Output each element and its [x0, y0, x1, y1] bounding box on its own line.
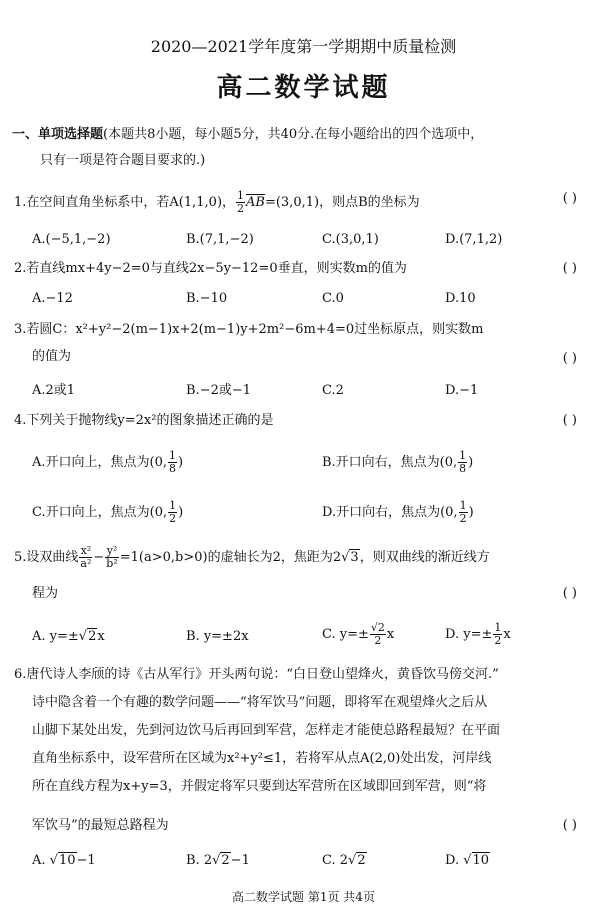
question-2-stem: 2.若直线mx+4y−2=0与直线2x−5y−12=0垂直，则实数m的值为 — [14, 261, 407, 276]
q4-option-b[interactable]: B.开口向右，焦点为(0, $\frac{1}{8}$ ) — [322, 449, 474, 475]
sqrt-icon: √ — [341, 550, 350, 565]
q1-answer-blank[interactable]: ( ) — [562, 191, 577, 206]
q4-option-d[interactable]: D.开口向右，焦点为(0, $\frac{1}{2}$ ) — [322, 499, 474, 525]
question-5-stem: 5.设双曲线 $\frac{\text{x²}}{\text{a²}}$ − $\frac{\text{y²}}{\text{b²}}$ =1(a>0,b>0)的虚轴长为2，焦距为2√3，则双曲线的渐近线方 — [14, 544, 490, 570]
q3-option-b[interactable]: B.−2或−1 — [186, 383, 252, 398]
q2-option-a[interactable]: A.−12 — [32, 291, 73, 306]
q5-option-a[interactable]: A. y=±√2x — [32, 629, 105, 644]
sqrt-icon: √ — [78, 629, 88, 644]
sqrt-icon: √ — [463, 853, 472, 868]
q6-option-a[interactable]: A. √10−1 — [32, 853, 96, 868]
q1-option-c[interactable]: C.(3,0,1) — [322, 232, 379, 247]
q5-answer-blank[interactable]: ( ) — [562, 586, 577, 601]
question-6-line-1: 6.唐代诗人李颀的诗《古从军行》开头两句说：“白日登山望烽火，黄昏饮马傍交河.” — [14, 667, 499, 682]
question-6-line-6: 军饮马”的最短总路程为 — [32, 818, 169, 833]
q5-option-c[interactable]: C. y=± $\frac{√2}{2}$ x — [322, 621, 395, 647]
question-1-stem — [14, 190, 420, 215]
q1-option-d[interactable]: D.(7,1,2) — [445, 232, 503, 247]
q3-answer-blank[interactable]: ( ) — [562, 351, 577, 366]
q6-option-d[interactable]: D. √10 — [445, 853, 490, 868]
q3-option-d[interactable]: D.−1 — [445, 383, 479, 398]
q4-option-a[interactable]: A.开口向上，焦点为(0, $\frac{1}{8}$ ) — [32, 449, 184, 475]
page-footer: 高二数学试题 第1页 共4页 — [232, 890, 375, 904]
q2-option-c[interactable]: C.0 — [322, 291, 344, 306]
q1-stem-a: 1.在空间直角坐标系中，若A(1,1,0)， — [14, 195, 236, 210]
sqrt-icon: √ — [348, 853, 357, 868]
q1-fraction: $\frac{1}{2}$ — [237, 189, 245, 215]
section-heading: 一、单项选择题 — [12, 127, 104, 142]
q2-answer-blank[interactable]: ( ) — [562, 261, 577, 276]
question-4-stem: 4.下列关于抛物线y=2x²的图象描述正确的是 — [14, 413, 274, 428]
q6-option-c[interactable]: C. 2√2 — [322, 853, 366, 868]
exam-subtitle: 2020—2021学年度第一学期期中质量检测 — [150, 37, 457, 56]
question-6-line-4: 直角坐标系中，设军营所在区域为x²+y²≤1，若将军从点A(2,0)处出发，河岸线 — [32, 751, 492, 766]
q1-vector-ab: $\overline{AB}$ — [246, 195, 265, 210]
q2-option-d[interactable]: D.10 — [445, 291, 476, 306]
question-6-line-2: 诗中隐含着一个有趣的数学问题——“将军饮马”问题，即将军在观望烽火之后从 — [32, 695, 488, 710]
section-instructions-1: (本题共8小题，每小题5分，共40分.在每小题给出的四个选项中， — [103, 127, 484, 142]
question-6-line-5: 所在直线方程为x+y=3，并假定将军只要到达军营所在区域即回到军营，则“将 — [32, 779, 487, 794]
question-6-line-3: 山脚下某处出发，先到河边饮马后再回到军营，怎样走才能使总路程最短？在平面 — [32, 723, 501, 738]
question-5-stem-2: 程为 — [32, 586, 59, 601]
q1-option-b[interactable]: B.(7,1,−2) — [186, 232, 254, 247]
q6-option-b[interactable]: B. 2√2−1 — [186, 853, 250, 868]
section-instructions-2: 只有一项是符合题目要求的.) — [40, 153, 206, 168]
exam-title: 高二数学试题 — [216, 73, 391, 103]
q5-fraction-y: $\frac{\text{y²}}{\text{b²}}$ — [106, 544, 118, 570]
q2-option-b[interactable]: B.−10 — [186, 291, 228, 306]
q6-answer-blank[interactable]: ( ) — [562, 818, 577, 833]
q3-option-a[interactable]: A.2或1 — [32, 383, 76, 398]
q5-option-b[interactable]: B. y=±2x — [186, 629, 249, 644]
q4-option-c[interactable]: C.开口向上，焦点为(0, $\frac{1}{2}$ ) — [32, 499, 184, 525]
q5-option-d[interactable]: D. y=± $\frac{1}{2}$ x — [445, 621, 511, 647]
q5-fraction-x: $\frac{\text{x²}}{\text{a²}}$ — [80, 544, 92, 570]
question-3-stem-2: 的值为 — [32, 349, 72, 364]
sqrt-icon: √ — [49, 853, 58, 868]
q4-answer-blank[interactable]: ( ) — [562, 413, 577, 428]
q3-option-c[interactable]: C.2 — [322, 383, 344, 398]
sqrt-icon: √ — [212, 853, 221, 868]
q1-stem-b: =(3,0,1)，则点B的坐标为 — [264, 195, 420, 210]
section-instructions — [12, 126, 483, 144]
question-3-stem-1: 3.若圆C：x²+y²−2(m−1)x+2(m−1)y+2m²−6m+4=0过坐标原点，则实数m — [14, 322, 484, 337]
q1-option-a[interactable]: A.(−5,1,−2) — [32, 232, 111, 247]
